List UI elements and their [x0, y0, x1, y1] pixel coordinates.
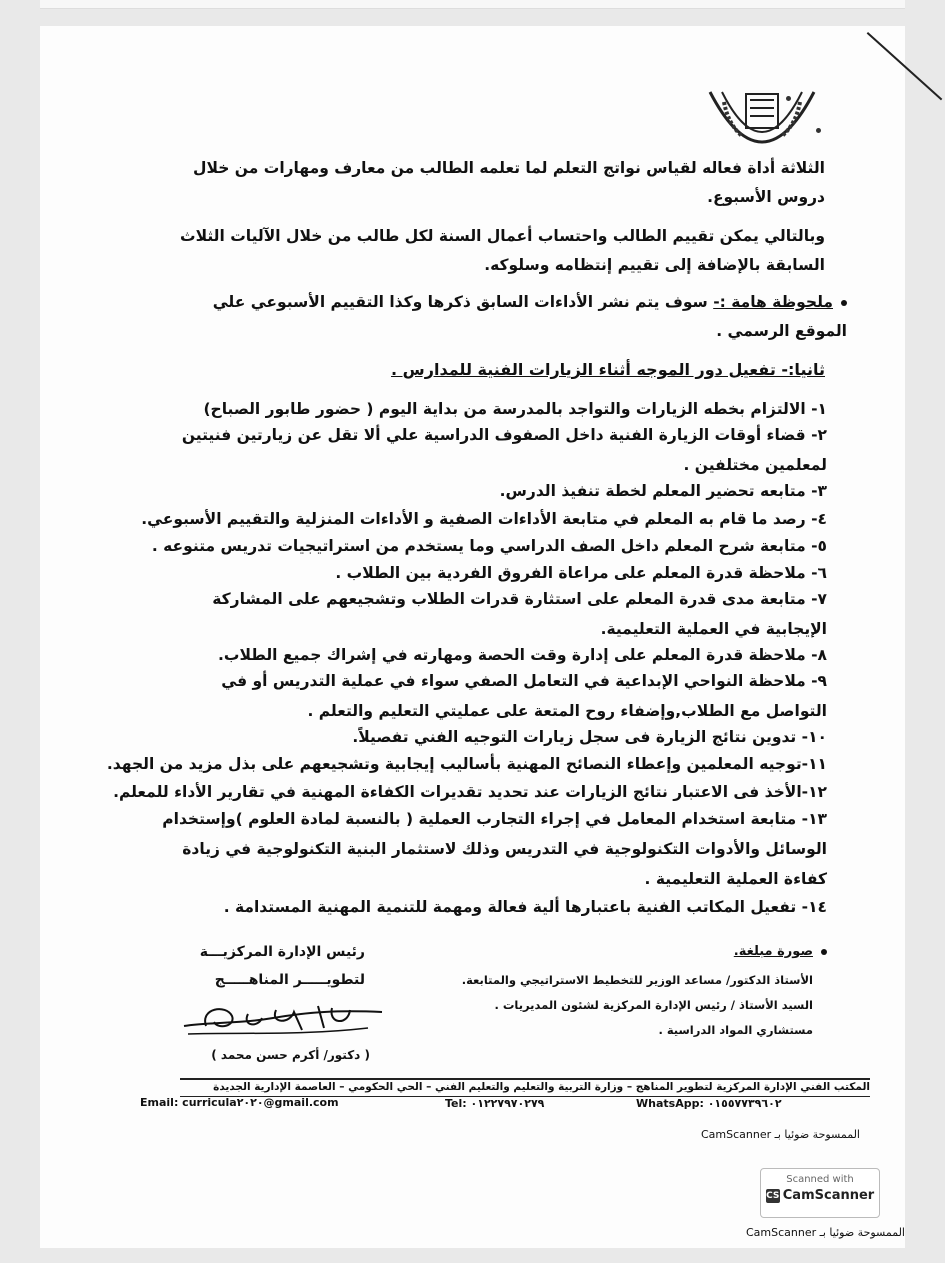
bullet-icon — [841, 300, 847, 306]
list-item: ٣- متابعه تحضير المعلم لخطة تنفيذ الدرس. — [499, 482, 827, 500]
scan-dot — [816, 128, 821, 133]
list-item: ١٠- تدوين نتائج الزيارة فى سجل زيارات التوجيه الفني تفصيلاً. — [352, 728, 827, 746]
list-item: ٢- قضاء أوقات الزيارة الفنية داخل الصفوف الدراسية علي ألا تقل عن زيارتين فنيتين لمعلمين مختلفين . — [181, 426, 827, 474]
signatory-name: ( دكتور/ أكرم حسن محمد ) — [211, 1048, 370, 1062]
camscanner-caption: الممسوحة ضوئيا بـ CamScanner — [700, 1128, 860, 1141]
camscanner-icon: CS — [766, 1190, 780, 1201]
section-heading: ثانيا:- تفعيل دور الموجه أثناء الزيارات الفنية للمدارس . — [391, 360, 825, 379]
copy-to-title-text: صورة مبلغة. — [733, 944, 813, 959]
note-label: ملحوظة هامة :- — [713, 293, 833, 311]
footer-whatsapp: WhatsApp: ٠١٥٥٧٧٣٩٦٠٢ — [636, 1097, 782, 1110]
list-item: ١٣- متابعة استخدام المعامل في إجراء التجارب العملية ( بالنسبة لمادة العلوم )وإستخدام الوسائل والأدوات التكنولوجية في التدريس وذلك لاستثمار البنية التكنولوجية في زيادة كفاءة العملية التعليمية . — [162, 810, 827, 888]
badge-brand: CamScanner — [782, 1188, 875, 1203]
note-paragraph — [175, 288, 847, 346]
list-item: ١٤- تفعيل المكاتب الفنية باعتبارها ألية فعالة ومهمة للتنمية المهنية المستدامة . — [223, 898, 827, 916]
footer-address: المكتب الفني الإدارة المركزية لتطوير المناهج – وزارة التربية والتعليم والتعليم الفني – الحي الحكومي – العاصمة الإدارية الجديدة — [213, 1081, 870, 1093]
bullet-icon — [821, 949, 827, 955]
intro-paragraph-2: وبالتالي يمكن تقييم الطالب واحتساب أعمال السنة لكل طالب من خلال الآليات الثلاث السابقة بالإضافة إلى تقييم إنتظامه وسلوكه. — [180, 227, 825, 274]
top-bar — [40, 0, 905, 9]
document-page — [40, 26, 905, 1248]
note-text: سوف يتم نشر الأداءات السابق ذكرها وكذا التقييم الأسبوعي علي الموقع الرسمي . — [212, 293, 847, 340]
list-item: ٩- ملاحظة النواحي الإبداعية في التعامل الصفي سواء في عملية التدريس أو في التواصل مع الطلاب,وإضفاء روح المتعة على عمليتي التعليم والتعلم . — [221, 672, 827, 720]
list-item: ٥- متابعة شرح المعلم داخل الصف الدراسي وما يستخدم من استراتيجيات تدريس متنوعه . — [151, 537, 827, 555]
copy-to-line: الأستاذ الدكتور/ مساعد الوزير للتخطيط الاستراتيجي والمتابعة. — [461, 973, 813, 987]
camscanner-badge — [760, 1168, 880, 1218]
list-item: ١- الالتزام بخطه الزيارات والتواجد بالمدرسة من بداية اليوم ( حضور طابور الصباح) — [203, 400, 827, 418]
list-item: ٦- ملاحظة قدرة المعلم على مراعاة الفروق الفردية بين الطلاب . — [335, 564, 827, 582]
copy-to-line: السيد الأستاذ / رئيس الإدارة المركزية لشئون المديريات . — [494, 998, 813, 1012]
list-item: ١٢-الأخذ فى الاعتبار نتائج الزيارات عند تحديد تقديرات الكفاءة المهنية في تقارير الأداء للمعلم. — [113, 783, 827, 801]
copy-to-line: مستشاري المواد الدراسية . — [658, 1023, 813, 1037]
pen-stroke — [867, 32, 943, 100]
list-item: ٤- رصد ما قام به المعلم في متابعة الأداءات الصفية و الأداءات المنزلية والتقييم الأسبوعي. — [141, 510, 827, 528]
intro-paragraph-1: الثلاثة أداة فعاله لقياس نواتج التعلم لما تعلمه الطالب من معارف ومهارات من خلال دروس الأسبوع. — [193, 159, 825, 206]
camscanner-caption-bottom: الممسوحة ضوئيا بـ CamScanner — [745, 1226, 905, 1239]
badge-line-1: Scanned with — [786, 1174, 854, 1185]
scan-dot — [786, 96, 791, 101]
handwritten-signature — [178, 996, 388, 1042]
signature-title-2: لتطويـــــر المناهـــــج — [214, 972, 365, 988]
list-item: ١١-توجيه المعلمين وإعطاء النصائح المهنية بأساليب إيجابية وتشجيعهم على بذل مزيد من الجهد. — [106, 755, 827, 773]
footer-tel: Tel: ٠١٢٢٧٩٧٠٢٧٩ — [445, 1097, 545, 1110]
copy-to-title — [734, 944, 827, 959]
signature-title-1: رئيس الإدارة المركزيـــة — [199, 944, 365, 960]
footer-rule — [180, 1078, 870, 1080]
badge-line-2 — [761, 1188, 879, 1203]
list-item: ٧- متابعة مدى قدرة المعلم على استثارة قدرات الطلاب وتشجيعهم على المشاركة الإيجابية في العملية التعليمية. — [212, 590, 827, 638]
footer-email: Email: curricula٢٠٢٠@gmail.com — [140, 1096, 339, 1109]
list-item: ٨- ملاحظة قدرة المعلم على إدارة وقت الحصة ومهارته في إشراك جميع الطلاب. — [218, 646, 827, 664]
